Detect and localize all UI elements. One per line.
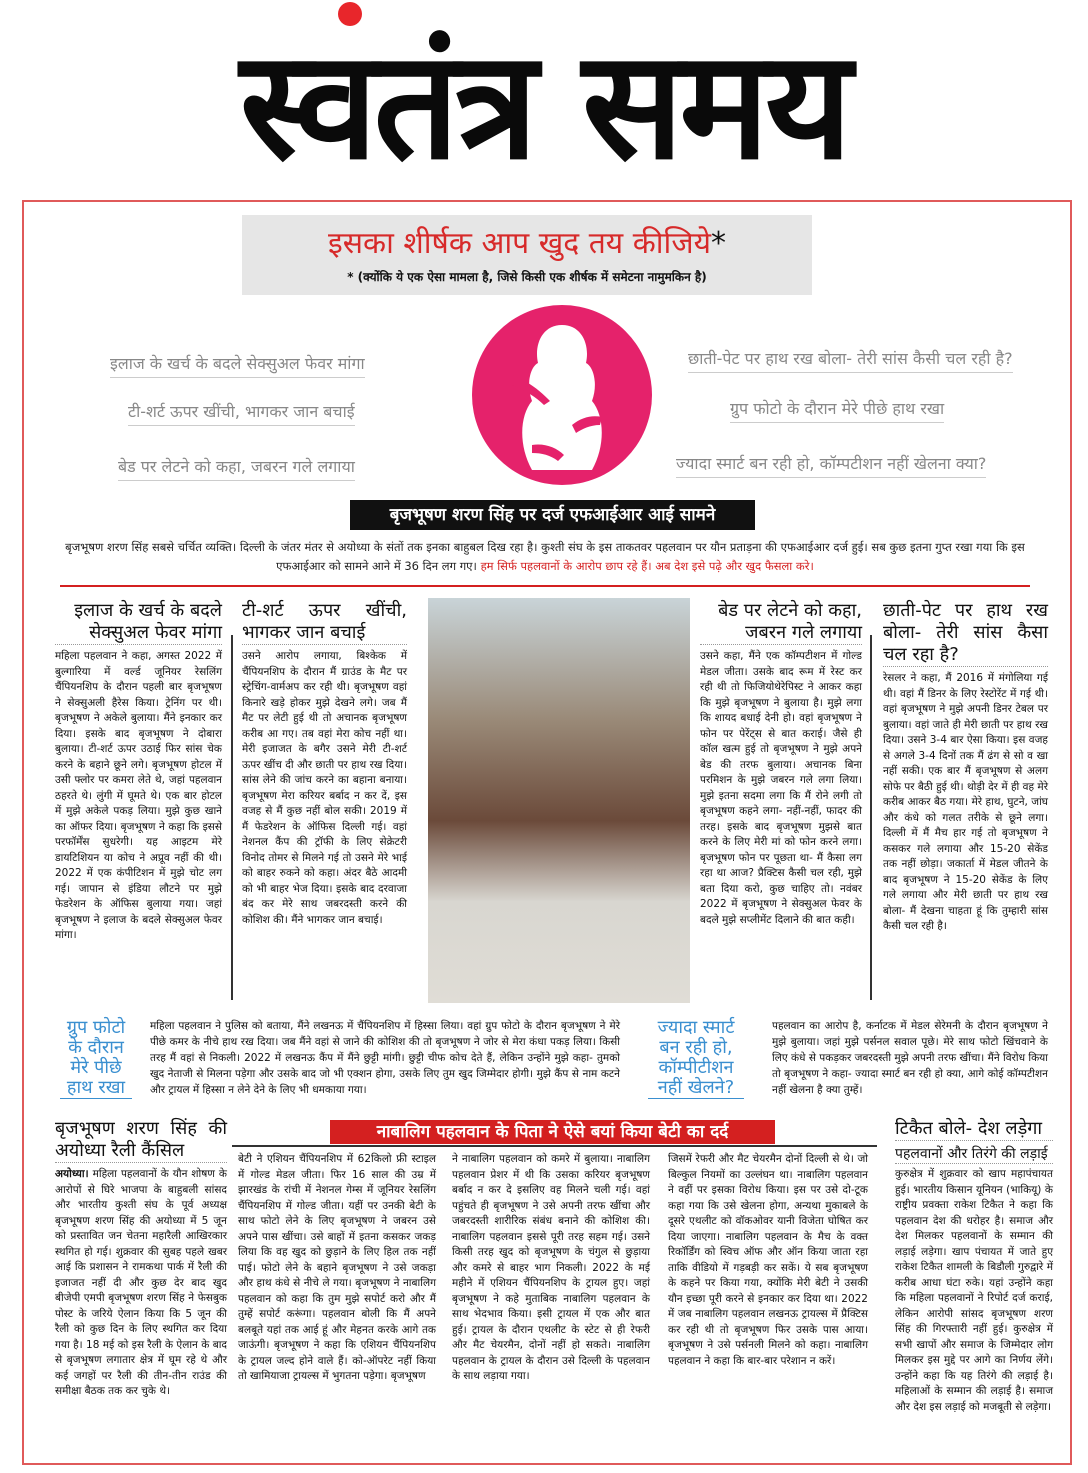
teaser-left-2: टी-शर्ट ऊपर खींची, भागकर जान बचाई xyxy=(128,400,355,426)
story-body: उसने आरोप लगाया, बिश्केक में चैंपियनशिप के दौरान मैं ग्राउंड के मैट पर स्ट्रेचिंग-वार्मअप कर रही थी। बृजभूषण वहां किनारे खड़े होकर मुझे देखने लगे। जब मैं मैट पर लेटी हुई थी तो अचानक बृजभूषण करीब आ गए। तब वहां मेरा कोच नहीं था। मेरी इजाजत के बगैर उसने मेरी टी-शर्ट ऊपर खींच दी और छाती पर हाथ रख दिया। सांस लेने की जांच करने का बहाना बनाया। बृजभूषण मेरा करियर बर्बाद न कर दें, इस वजह से मैं कुछ नहीं बोल सकी। 2019 में मैं फेडरेशन के ऑफिस दिल्ली गई। वहां नेशनल कैंप की ट्रॉफी के लिए सेक्रेटरी विनोद तोमर से मिलने गई तो उसने मेरे भाई को बाहर रुकने को कहा। अंदर बैठे आदमी को भी बाहर भेज दिया। इसके बाद दरवाजा बंद कर मेरे साथ जबरदस्ती करने की कोशिश की। मैंने भागकर जान बचाई। xyxy=(242,650,407,926)
silhouette-hands-icon xyxy=(472,305,652,485)
divider xyxy=(60,585,1030,587)
story-heading: टी-शर्ट ऊपर खींची, भागकर जान बचाई xyxy=(242,600,407,643)
story-heading: छाती-पेट पर हाथ रख बोला- तेरी सांस कैसा चल रहा है? xyxy=(883,600,1048,665)
group-photo-story: महिला पहलवान ने पुलिस को बताया, मैंने लखनऊ में चैंपियनशिप में हिस्सा लिया। वहां ग्रुप फोटो के दौरान बृजभूषण ने मेरे पीछे कमर के नीचे हाथ रख दिया। जब मैंने वहां से जाने की कोशिश की तो बृजभूषण ने जोर से मेरा कंधा पकड़ लिया। किसी तरह मैं वहां से निकली। 2022 में लखनऊ कैंप में मैंने छुट्टी मांगी। छुट्टी चीफ कोच देते हैं, लेकिन उन्होंने मुझे कहा- तुमको खुद नेताजी से मिलना पड़ेगा और उसके बाद जो भी एक्शन होगा, उसके लिए तुम खुद जिम्मेदार होगी। मुझे कैंप से नाम कटने और ट्रायल में हिस्सा न लेने देने के लिए भी धमकाया गया। xyxy=(150,1020,620,1096)
story-column-2 xyxy=(242,600,407,928)
story-body: महिला पहलवानों के यौन शोषण के आरोपों से घिरे भाजपा के बाहुबली सांसद और भारतीय कुश्ती संघ के पूर्व अध्यक्ष बृजभूषण शरण सिंह की अयोध्या में 5 जून को प्रस्तावित जन चेतना महारैली आखिरकार स्थगित हो गई। शुक्रवार की सुबह पहले खबर आई कि प्रशासन ने रामकथा पार्क में रैली की इजाजत नहीं दी और कुछ देर बाद खुद बीजेपी एमपी बृजभूषण शरण सिंह ने फेसबुक पोस्ट के जरिये ऐलान किया कि 5 जून की रैली को कुछ दिन के लिए स्थगित कर दिया गया है। 18 मई को इस रैली के ऐलान के बाद से बृजभूषण लगातार क्षेत्र में घूम रहे थे और कई जगहों पर रैली की तीन-तीन राउंड की समीक्षा बैठक तक कर चुके थे। xyxy=(55,1168,227,1397)
subtitle: * (क्योंकि ये एक ऐसा मामला है, जिसे किसी एक शीर्षक में समेटना नामुमकिन है) xyxy=(347,270,707,284)
headline xyxy=(242,215,812,262)
dateline: अयोध्या। xyxy=(55,1168,89,1180)
story-heading: टिकैत बोले- देश लड़ेगा xyxy=(895,1118,1053,1141)
rally-story xyxy=(55,1118,227,1400)
callout-smart: ज्यादा स्मार्ट बन रही हो, कॉम्पीटीशन नहीं खेलने? xyxy=(648,1018,744,1099)
minor-story-col-2: ने नाबालिग पहलवान को कमरे में बुलाया। नाबालिग पहलवान प्रेशर में थी कि उसका करियर बृजभूषण बर्बाद न कर दे इसलिए वह मिलने चली गई। वहां पहुंचते ही बृजभूषण ने उसे अपनी तरफ खींचा और जबरदस्ती शारीरिक संबंध बनाने की कोशिश की। नाबालिग पहलवान इससे पूरी तरह सहम गई। उसने किसी तरह खुद को बृजभूषण के चंगुल से छुड़ाया और कमरे से बाहर भाग निकली। 2022 के मई महीने में एशियन चैंपियनशिप के ट्रायल हुए। जहां बृजभूषण ने कहे मुताबिक नाबालिग पहलवान के साथ भेदभाव किया। इसी ट्रायल में एक और बात हुई। ट्रायल के दौरान एथलीट के स्टेट से ही रेफरी और मैट चेयरमैन, दोनों नहीं हो सकते। नाबालिग पहलवान के ट्रायल के दौरान उसे दिल्ली के पहलवान के साथ लड़ाया गया। xyxy=(452,1153,650,1382)
story-subheading: पहलवानों और तिरंगे की लड़ाई xyxy=(895,1145,1053,1164)
story-column-1 xyxy=(55,600,222,944)
story-body: उसने कहा, मैंने एक कॉम्पटीशन में गोल्ड मेडल जीता। उसके बाद रूम में रेस्ट कर रही थी तो फिजियोथेरेपिस्ट ने आकर कहा कि मुझे बृजभूषण ने बुलाया है। मुझे लगा कि शायद बधाई देनी हो। वहां बृजभूषण ने फोन पर पेरेंट्स से बात कराई। जैसे ही कॉल खत्म हुई तो बृजभूषण ने मुझे अपने बेड की तरफ बुलाया। अचानक बिना परमिशन के मुझे जबरन गले लगा लिया। मुझे इतना सदमा लगा कि मैं रोने लगी तो बृजभूषण कहने लगा- नहीं-नहीं, फादर की तरह। इसके बाद बृजभूषण मुझसे बात करने के लिए मेरी मां को फोन करने लगा। बृजभूषण फोन पर पूछता था- मैं कैसा लग रहा था आज? प्रैक्टिस कैसी चल रही, मुझे बता दिया करो, कुछ चाहिए तो। नवंबर 2022 में बृजभूषण ने सेक्सुअल फेवर के बदले मुझे सप्लीमेंट दिलाने की बात कही। xyxy=(700,650,862,926)
callout-group-photo: ग्रुप फोटो के दौरान मेरे पीछे हाथ रखा xyxy=(60,1018,132,1099)
story-column-3 xyxy=(700,600,862,928)
story-body: महिला पहलवान ने कहा, अगस्त 2022 में बुल्गारिया में वर्ल्ड जूनियर रेसलिंग चैंपियनशिप के दौरान पहली बार बृजभूषण ने सेक्सुअली हैरेस किया। ट्रेनिंग पर थी। बृजभूषण ने अकेले बुलाया। मैंने इनकार कर दिया। इसके बाद बृजभूषण ने दोबारा बुलाया। टी-शर्ट ऊपर उठाई फिर सांस चेक करने के बहाने छूने लगे। बृजभूषण होटल में उसी फ्लोर पर कमरा लेते थे, जहां पहलवान ठहरते थे। लुंगी में घूमते थे। एक बार होटल में मुझे अकेले पकड़ लिया। मुझे कुछ खाने का ऑफर दिया। बृजभूषण ने कहा कि इससे परफॉर्मेंस सुधरेगी। यह आइटम मेरे डायटिशियन या कोच ने अप्रूव नहीं की थी। 2022 में एक कंपीटिशन में मुझे चोट लग गई। जापान से इंडिया लौटने पर मुझे फेडरेशन के ऑफिस बुलाया गया। जहां बृजभूषण ने इलाज के बदले सेक्सुअल फेवर मांगा। xyxy=(55,650,222,941)
intro-text xyxy=(60,538,1030,576)
teaser-right-3: ज्यादा स्मार्ट बन रही हो, कॉम्पटीशन नहीं खेलना क्या? xyxy=(676,452,986,478)
brijbhushan-photo xyxy=(428,598,690,1003)
intro-highlight: हम सिर्फ पहलवानों के आरोप छाप रहे हैं। अब देश इसे पढ़े और खुद फैसला करे। xyxy=(480,559,814,573)
tikait-story xyxy=(895,1118,1053,1415)
column-rule xyxy=(870,635,872,1000)
story-body: रेसलर ने कहा, मैं 2016 में मंगोलिया गई थी। वहां मैं डिनर के लिए रेस्टोरेंट में गई थी। वहां बृजभूषण ने मुझे अपनी डिनर टेबल पर बुलाया। वहां जाते ही मेरी छाती पर हाथ रख दिया। उसने 3-4 बार ऐसा किया। इस वजह से अगले 3-4 दिनों तक मैं ढंग से सो व खा नहीं सकी। एक बार मैं बृजभूषण से अलग सोफे पर बैठी हुई थी। थोड़ी देर में ही वह मेरे करीब आकर बैठ गया। मेरे हाथ, घुटने, जांघ और कंधे को गलत तरीके से छूने लगा। दिल्ली में मैं मैच हार गई तो बृजभूषण ने कसकर गले लगाया और 15-20 सेकेंड तक नहीं छोड़ा। जकार्ता में मेडल जीतने के बाद बृजभूषण ने 15-20 सेकेंड के लिए गले लगाया और मेरी छाती पर हाथ रख बोला- मैं देखना चाहता हूं कि तुम्हारी सांस कैसी चल रही है। xyxy=(883,672,1048,932)
teaser-left-3: बेड पर लेटने को कहा, जबरन गले लगाया xyxy=(118,455,355,481)
teaser-right-2: ग्रुप फोटो के दौरान मेरे पीछे हाथ रखा xyxy=(730,397,944,423)
story-heading: इलाज के खर्च के बदले सेक्सुअल फेवर मांगा xyxy=(55,600,222,645)
teaser-right-1: छाती-पेट पर हाथ रख बोला- तेरी सांस कैसी चल रही है? xyxy=(688,347,1013,373)
headline-text: इसका शीर्षक आप खुद तय कीजिये xyxy=(328,226,711,261)
minor-story-col-3: जिसमें रेफरी और मैट चेयरमैन दोनों दिल्ली से थे। जो बिल्कुल नियमों का उल्लंघन था। नाबालिग पहलवान ने वहीं पर इसका विरोध किया। इस पर उसे दो-टूक कहा गया कि उसे खेलना होगा, अन्यथा मुकाबले के दूसरे एथलीट को वॉकओवर यानी विजेता घोषित कर दिया जाएगा। नाबालिग पहलवान के मैच के वक्त रिकॉर्डिंग को स्विच ऑफ और ऑन किया जाता रहा ताकि वीडियो में गड़बड़ी कर सकें। ये सब बृजभूषण के कहने पर किया गया, क्योंकि मेरी बेटी ने उसकी यौन इच्छा पूरी करने से इनकार कर दिया था। 2022 में जब नाबालिग पहलवान लखनऊ ट्रायल्स में प्रैक्टिस कर रही थी तो बृजभूषण फिर उसके पास आया। बृजभूषण ने उसे पर्सनली मिलने को कहा। नाबालिग पहलवान ने कहा कि बार-बार परेशान न करें। xyxy=(668,1153,868,1367)
teaser-left-1: इलाज के खर्च के बदले सेक्सुअल फेवर मांगा xyxy=(110,352,365,378)
title-box xyxy=(242,215,812,295)
fir-banner: बृजभूषण शरण सिंह पर दर्ज एफआईआर आई सामने xyxy=(350,500,755,530)
story-heading: बेड पर लेटने को कहा, जबरन गले लगाया xyxy=(700,600,862,645)
minor-wrestler-heading: नाबालिग पहलवान के पिता ने ऐसे बयां किया बेटी का दर्द xyxy=(330,1120,775,1144)
smart-story: पहलवान का आरोप है, कर्नाटक में मेडल सेरेमनी के दौरान बृजभूषण ने मुझे बुलाया। जहां मुझे पर्सनल सवाल पूछे। मेरे साथ फोटो खिंचवाने के लिए कंधे से पकड़कर जबरदस्ती मुझे अपनी तरफ खींचा। मैंने विरोध किया तो बृजभूषण ने कहा- ज्यादा स्मार्ट बन रही हो क्या, आगे कोई कॉम्पटीशन नहीं खेलना है क्या तुम्हें। xyxy=(772,1020,1048,1096)
intro-body: बृजभूषण शरण सिंह सबसे चर्चित व्यक्ति। दिल्ली के जंतर मंतर से अयोध्या के संतों तक इनका बाहुबल दिख रहा है। कुश्ती संघ के इस ताकतवर पहलवान पर यौन प्रताड़ना की एफआईआर दर्ज हुई। सब कुछ इतना गुप्त रखा गया कि इस एफआईआर को सामने आने में 36 दिन लग गए। xyxy=(65,540,1025,573)
headline-asterisk: * xyxy=(710,226,726,261)
story-column-4 xyxy=(883,600,1048,935)
column-rule xyxy=(231,635,233,1000)
story-heading: बृजभूषण शरण सिंह की अयोध्या रैली कैंसिल xyxy=(55,1118,227,1161)
divider xyxy=(232,1145,877,1147)
masthead-title: स्वतंत्र समय xyxy=(239,17,849,193)
story-body: कुरुक्षेत्र में शुक्रवार को खाप महापंचायत हुई। भारतीय किसान यूनियन (भाकियू) के राष्ट्रीय प्रवक्ता राकेश टिकैत ने कहा कि पहलवान देश की धरोहर है। समाज और देश मिलकर पहलवानों के सम्मान की लड़ाई लड़ेगा। खाप पंचायत में जाते हुए राकेश टिकैत शामली के बिडौली गुरुद्वारे में करीब आधा घंटा रुके। यहां उन्होंने कहा कि महिला पहलवानों ने रिपोर्ट दर्ज कराई, लेकिन आरोपी सांसद बृजभूषण शरण सिंह की गिरफ्तारी नहीं हुई। कुरुक्षेत्र में सभी खापों और समाज के जिम्मेदार लोग मिलकर इस मुद्दे पर आगे का निर्णय लेंगे। उन्होंने कहा कि यह तिरंगे की लड़ाई है। महिलाओं के सम्मान की लड़ाई है। समाज और देश इस लड़ाई को मजबूती से लड़ेगा। xyxy=(895,1168,1053,1413)
harassment-illustration xyxy=(472,305,652,485)
minor-story-col-1: बेटी ने एशियन चैंपियनशिप में 62किलो फ्री स्टाइल में गोल्ड मेडल जीता। फिर 16 साल की उम्र में झारखंड के रांची में नेशनल गेम्स में जूनियर रेसलिंग चैंपियनशिप में गोल्ड जीता। यहीं पर उनकी बेटी के साथ फोटो लेने के लिए बृजभूषण ने जबरन उसे अपने पास खींचा। उसे बाहों में इतना कसकर जकड़ लिया कि वह खुद को छुड़ाने के लिए हिल तक नहीं पाई। फोटो लेने के बहाने बृजभूषण ने उसे जकड़ा और हाथ कंधे से नीचे ले गया। बृजभूषण ने नाबालिग पहलवान को कहा कि तुम मुझे सपोर्ट करो और मैं तुम्हें सपोर्ट करूंगा। पहलवान बोली कि मैं अपने बलबूते यहां तक आई हूं और मेहनत करके आगे तक जाऊंगी। बृजभूषण ने कहा कि एशियन चैंपियनशिप के ट्रायल जल्द होने वाले हैं। को-ऑपरेट नहीं किया तो खामियाजा ट्रायल्स में भुगतना पड़ेगा। बृजभूषण xyxy=(238,1153,436,1382)
